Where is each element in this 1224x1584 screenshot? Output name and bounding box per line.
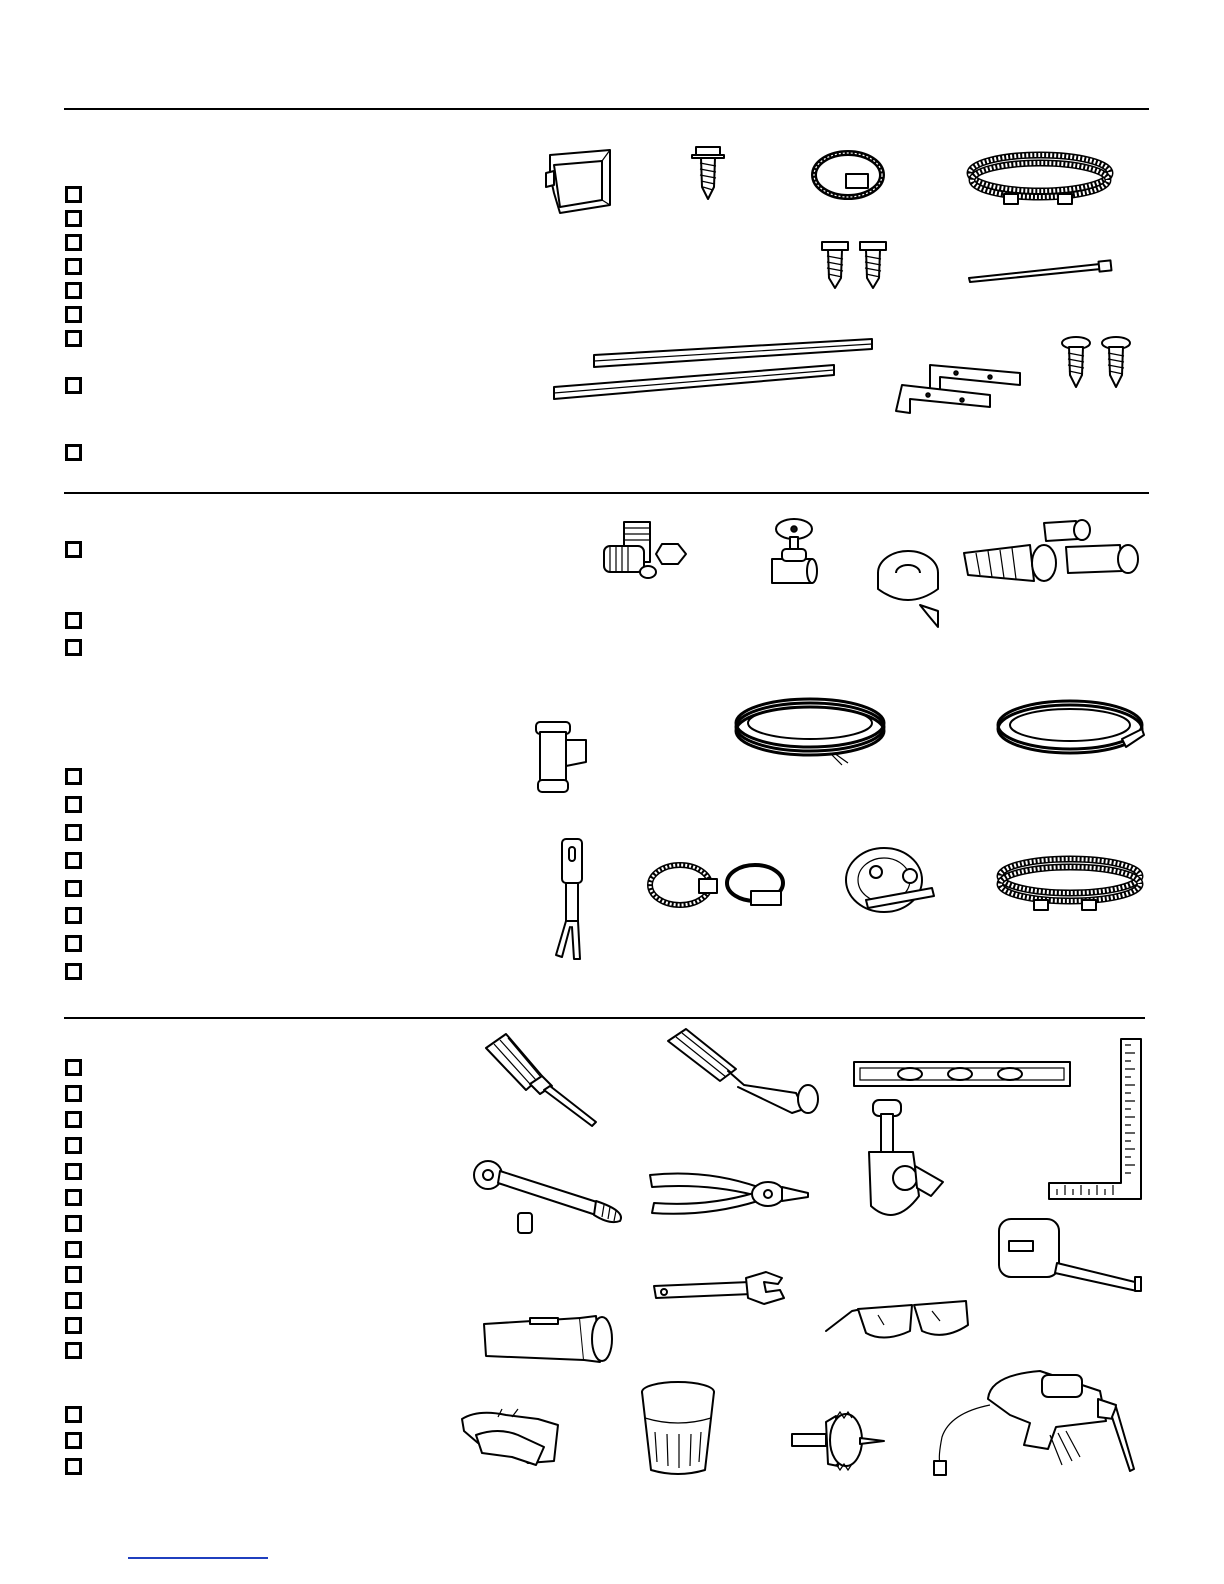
checkbox[interactable] xyxy=(65,1137,82,1154)
section-divider-top xyxy=(64,108,1149,110)
ratchet-socket-icon xyxy=(470,1155,630,1240)
braided-water-line-icon xyxy=(962,148,1117,218)
checkbox[interactable] xyxy=(65,1266,82,1283)
junction-box-clamp-icon xyxy=(840,840,940,920)
copper-tubing-coil-icon xyxy=(730,693,890,773)
plastic-tubing-coil-icon xyxy=(992,695,1147,770)
hole-saw-icon xyxy=(788,1408,888,1478)
bucket-icon xyxy=(637,1378,719,1478)
l-brackets-icon xyxy=(890,345,1030,415)
checkbox[interactable] xyxy=(65,639,82,656)
teflon-tape-icon xyxy=(872,545,947,630)
checkbox[interactable] xyxy=(65,612,82,629)
checkbox[interactable] xyxy=(65,1317,82,1334)
checkbox[interactable] xyxy=(65,963,82,980)
nut-driver-icon xyxy=(664,1025,824,1115)
phillips-screwdriver-icon xyxy=(478,1030,608,1130)
section-divider-bottom xyxy=(64,1017,1145,1019)
checkbox[interactable] xyxy=(65,541,82,558)
checkbox[interactable] xyxy=(65,1292,82,1309)
cable-tie-icon xyxy=(965,258,1115,283)
checkbox[interactable] xyxy=(65,186,82,203)
checkbox[interactable] xyxy=(65,377,82,394)
water-valve-bracket-icon xyxy=(540,145,630,220)
checkbox[interactable] xyxy=(65,1406,82,1423)
checkbox[interactable] xyxy=(65,1085,82,1102)
section-divider-middle xyxy=(64,492,1149,494)
tape-measure-icon xyxy=(995,1215,1145,1295)
hose-clamp-icon xyxy=(808,148,888,203)
checkbox[interactable] xyxy=(65,234,82,251)
checkbox[interactable] xyxy=(65,258,82,275)
checkbox[interactable] xyxy=(65,1059,82,1076)
phillips-screws-icon xyxy=(1058,333,1138,393)
hose-clamps-icon xyxy=(645,855,795,920)
mounting-rails-icon xyxy=(550,335,880,410)
checkbox[interactable] xyxy=(65,796,82,813)
checkbox[interactable] xyxy=(65,282,82,299)
checkbox[interactable] xyxy=(65,1111,82,1128)
screw-pair-icon xyxy=(818,238,898,293)
checkbox[interactable] xyxy=(65,1215,82,1232)
checkbox[interactable] xyxy=(65,1163,82,1180)
shutoff-valve-icon xyxy=(762,515,822,595)
checkbox[interactable] xyxy=(65,330,82,347)
checkbox[interactable] xyxy=(65,852,82,869)
power-drill-icon xyxy=(930,1365,1140,1480)
footer-link[interactable] xyxy=(128,1557,268,1559)
checkbox[interactable] xyxy=(65,444,82,461)
tubing-cutter-icon xyxy=(855,1096,950,1231)
checkbox[interactable] xyxy=(65,880,82,897)
level-icon xyxy=(850,1058,1075,1090)
compression-fitting-icon xyxy=(600,518,700,583)
checkbox[interactable] xyxy=(65,210,82,227)
drain-tee-icon xyxy=(524,718,594,798)
pliers-icon xyxy=(646,1165,811,1225)
checkbox[interactable] xyxy=(65,907,82,924)
y-branch-icon xyxy=(552,835,592,965)
carpenter-square-icon xyxy=(1045,1035,1145,1205)
gloves-icon xyxy=(458,1405,568,1470)
checkbox[interactable] xyxy=(65,935,82,952)
checkbox[interactable] xyxy=(65,1342,82,1359)
checkbox[interactable] xyxy=(65,1458,82,1475)
checkbox[interactable] xyxy=(65,306,82,323)
braided-hose-coil-icon xyxy=(992,852,1147,922)
checkbox[interactable] xyxy=(65,1432,82,1449)
flashlight-icon xyxy=(480,1312,620,1367)
checkbox[interactable] xyxy=(65,768,82,785)
checkbox[interactable] xyxy=(65,1241,82,1258)
hex-screw-icon xyxy=(688,143,728,203)
wire-nuts-icon xyxy=(960,515,1145,590)
checkbox[interactable] xyxy=(65,824,82,841)
safety-glasses-icon xyxy=(822,1295,972,1345)
checkbox[interactable] xyxy=(65,1189,82,1206)
adjustable-wrench-icon xyxy=(650,1268,790,1308)
